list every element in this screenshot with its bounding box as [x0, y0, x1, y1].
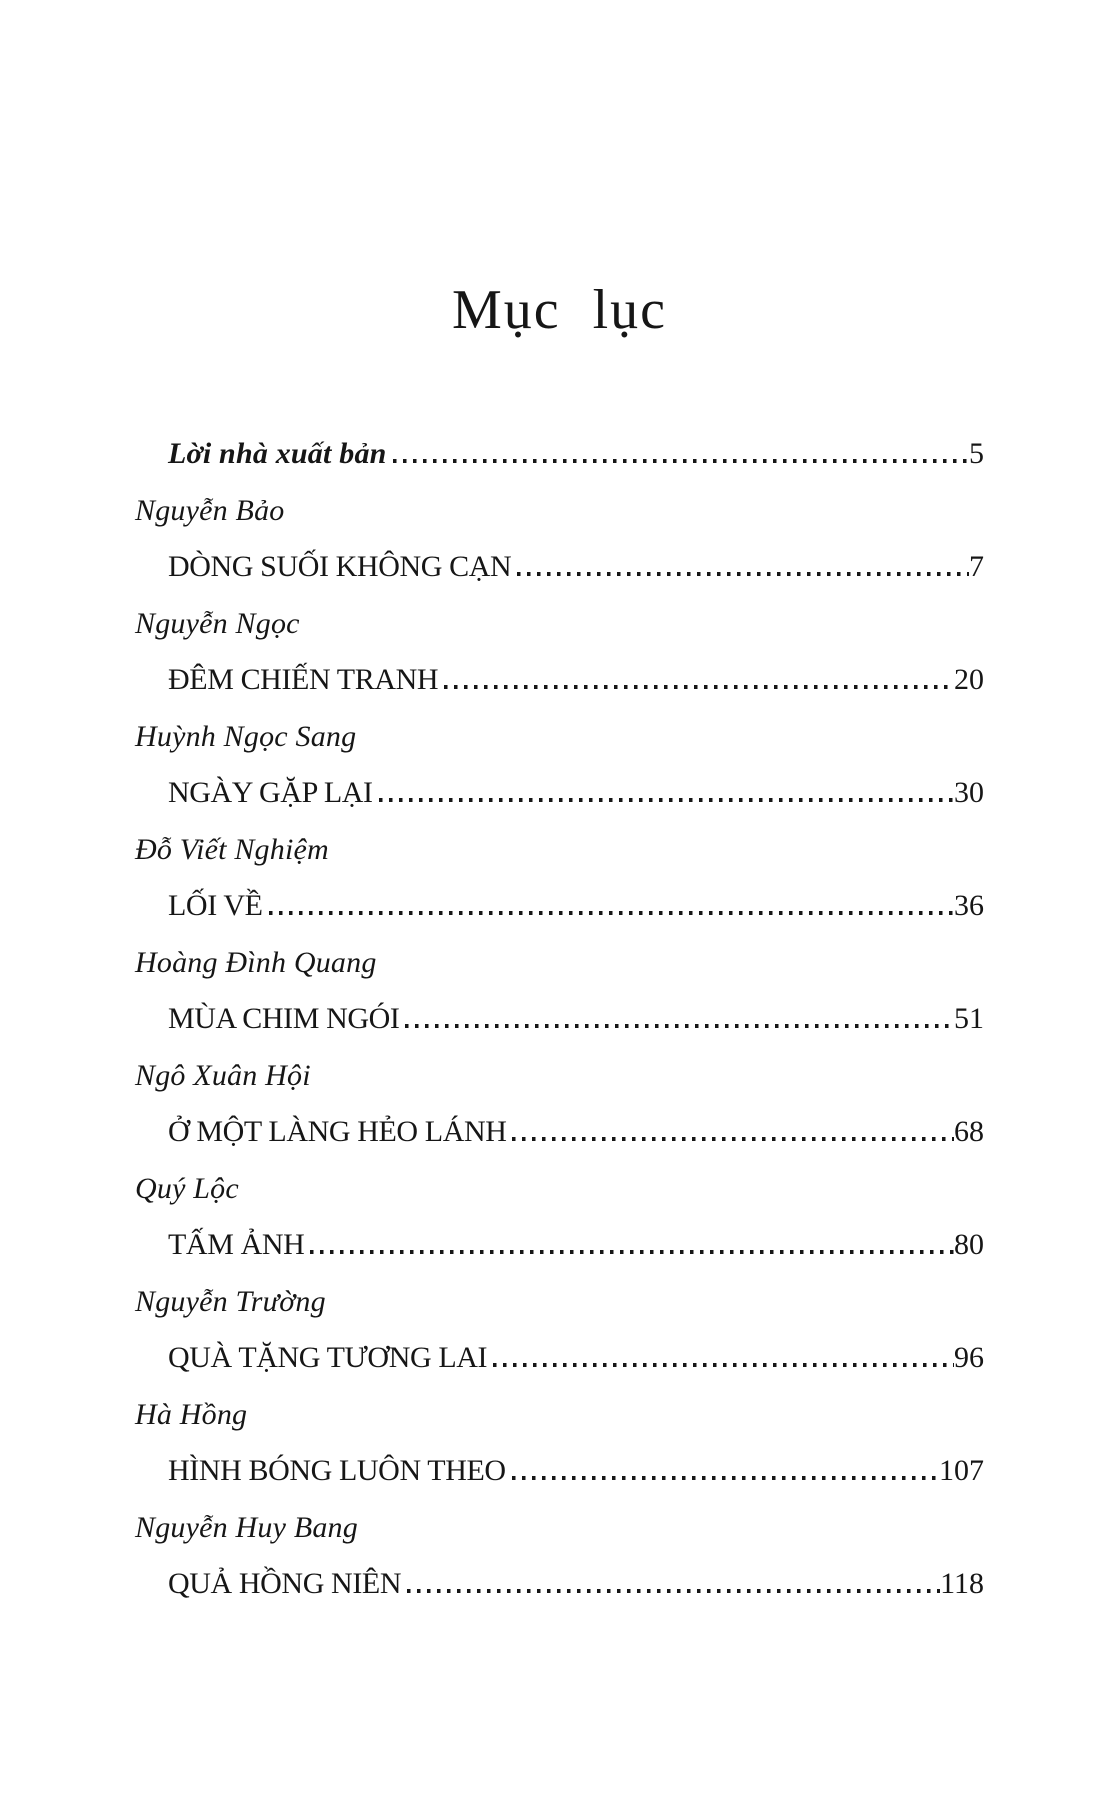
toc-author-row — [135, 822, 984, 879]
dot-leader — [512, 1137, 954, 1141]
toc-title-row — [135, 1104, 984, 1161]
page-number: 80 — [954, 1228, 984, 1261]
author-name: Nguyễn Bảo — [135, 493, 285, 527]
author-name: Ngô Xuân Hội — [135, 1058, 311, 1092]
dot-leader — [517, 572, 969, 576]
toc-title-row — [135, 1330, 984, 1387]
toc-author-row — [135, 709, 984, 766]
dot-leader — [310, 1250, 954, 1254]
toc-author-row — [135, 935, 984, 992]
page-number: 118 — [940, 1567, 984, 1600]
page-number: 7 — [969, 550, 984, 583]
story-title: TẤM ẢNH — [168, 1228, 305, 1261]
preface-label: Lời nhà xuất bản — [168, 437, 387, 470]
author-name: Nguyễn Ngọc — [135, 606, 300, 640]
dot-leader — [493, 1363, 954, 1367]
author-name: Nguyễn Huy Bang — [135, 1510, 358, 1544]
page-number: 68 — [954, 1115, 984, 1148]
toc-author-row — [135, 596, 984, 653]
author-name: Quý Lộc — [135, 1171, 239, 1205]
story-title: NGÀY GẶP LẠI — [168, 776, 373, 809]
story-title: QUẢ HỒNG NIÊN — [168, 1567, 402, 1600]
toc-preface-row — [135, 426, 984, 483]
dot-leader — [379, 798, 954, 802]
author-name: Đỗ Viết Nghiệm — [135, 832, 329, 866]
page-title: Mục lục — [451, 279, 668, 341]
toc-title-row — [135, 991, 984, 1048]
toc-author-row — [135, 483, 984, 540]
toc-title-row — [135, 1217, 984, 1274]
dot-leader — [444, 685, 954, 689]
page-number: 20 — [954, 663, 984, 696]
toc-author-row — [135, 1161, 984, 1218]
dot-leader — [405, 1024, 954, 1028]
toc-title-row — [135, 878, 984, 935]
toc-author-row — [135, 1048, 984, 1105]
page-number: 30 — [954, 776, 984, 809]
story-title: LỐI VỀ — [168, 889, 263, 922]
toc-author-row — [135, 1274, 984, 1331]
author-name: Nguyễn Trường — [135, 1284, 326, 1318]
page-number: 96 — [954, 1341, 984, 1374]
author-name: Hoàng Đình Quang — [135, 945, 377, 979]
toc-author-row — [135, 1500, 984, 1557]
page-number: 51 — [954, 1002, 984, 1035]
table-of-contents — [135, 426, 984, 1613]
story-title: HÌNH BÓNG LUÔN THEO — [168, 1454, 506, 1487]
toc-title-row — [135, 1443, 984, 1500]
story-title: ĐÊM CHIẾN TRANH — [168, 663, 439, 696]
toc-title-row — [135, 652, 984, 709]
story-title: QUÀ TẶNG TƯƠNG LAI — [168, 1341, 488, 1374]
dot-leader — [407, 1589, 940, 1593]
page-number: 5 — [969, 437, 984, 470]
toc-title-row — [135, 1556, 984, 1613]
dot-leader — [269, 911, 954, 915]
story-title: MÙA CHIM NGÓI — [168, 1002, 400, 1035]
story-title: DÒNG SUỐI KHÔNG CẠN — [168, 550, 512, 583]
author-name: Hà Hồng — [135, 1397, 248, 1431]
dot-leader — [393, 459, 969, 463]
author-name: Huỳnh Ngọc Sang — [135, 719, 357, 753]
story-title: Ở MỘT LÀNG HẺO LÁNH — [168, 1115, 507, 1148]
dot-leader — [512, 1476, 939, 1480]
toc-title-row — [135, 765, 984, 822]
page-number: 107 — [939, 1454, 984, 1487]
page-number: 36 — [954, 889, 984, 922]
toc-author-row — [135, 1387, 984, 1444]
toc-title-row — [135, 539, 984, 596]
